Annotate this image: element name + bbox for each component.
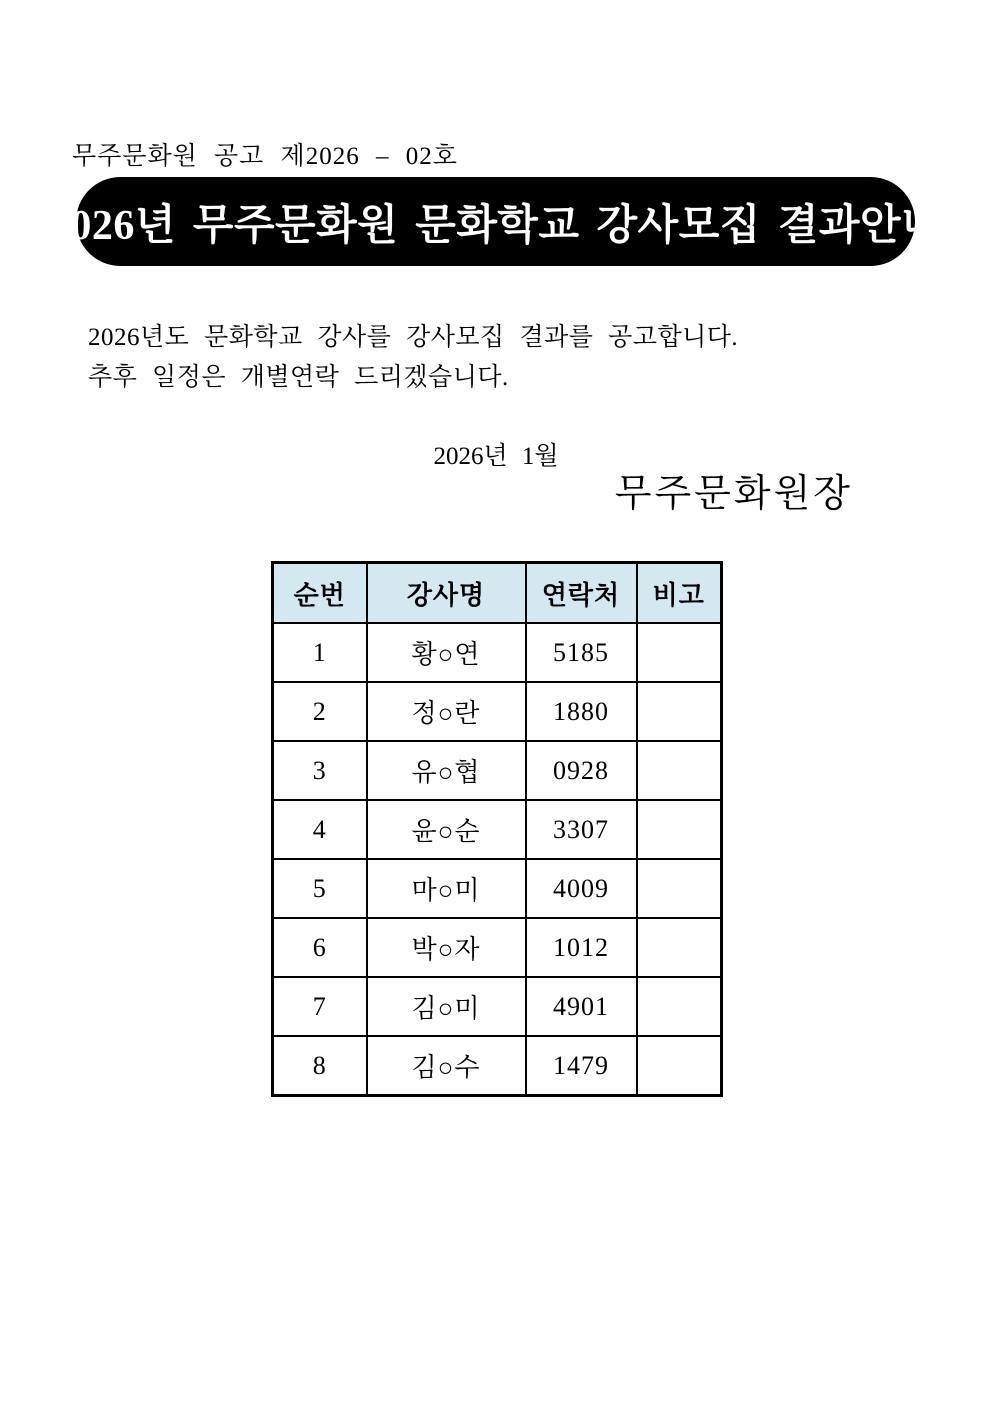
- contact-cell: 4901: [526, 977, 637, 1036]
- column-header: 비고: [637, 563, 722, 624]
- table-row: [273, 623, 722, 682]
- contact-cell: 0928: [526, 741, 637, 800]
- instructor-name-cell: 김○수: [367, 1036, 526, 1096]
- row-number-cell: 2: [273, 682, 367, 741]
- row-number-cell: 6: [273, 918, 367, 977]
- note-cell: [637, 800, 722, 859]
- instructor-name-cell: 정○란: [367, 682, 526, 741]
- column-header: 순번: [273, 563, 367, 624]
- contact-cell: 4009: [526, 859, 637, 918]
- table-row: [273, 800, 722, 859]
- notice-number: 무주문화원 공고 제2026 – 02호: [72, 143, 458, 170]
- contact-cell: 5185: [526, 623, 637, 682]
- row-number-cell: 5: [273, 859, 367, 918]
- column-header: 연락처: [526, 563, 637, 624]
- row-number-cell: 1: [273, 623, 367, 682]
- instructor-name-cell: 박○자: [367, 918, 526, 977]
- page-title: 2026년 무주문화원 문화학교 강사모집 결과안내: [48, 202, 943, 249]
- note-cell: [637, 1036, 722, 1096]
- note-cell: [637, 741, 722, 800]
- note-cell: [637, 977, 722, 1036]
- instructor-name-cell: 유○협: [367, 741, 526, 800]
- note-cell: [637, 682, 722, 741]
- contact-cell: 1479: [526, 1036, 637, 1096]
- row-number-cell: 7: [273, 977, 367, 1036]
- signer-name: 무주문화원장: [614, 473, 853, 515]
- table-row: [273, 741, 722, 800]
- note-cell: [637, 623, 722, 682]
- table-header-row: [273, 563, 722, 624]
- row-number-cell: 8: [273, 1036, 367, 1096]
- row-number-cell: 3: [273, 741, 367, 800]
- body-line-1: 2026년도 문화학교 강사를 강사모집 결과를 공고합니다.: [88, 324, 739, 351]
- contact-cell: 3307: [526, 800, 637, 859]
- table-body: [273, 623, 722, 1096]
- instructor-name-cell: 황○연: [367, 623, 526, 682]
- announcement-body: [88, 318, 738, 398]
- instructor-name-cell: 마○미: [367, 859, 526, 918]
- contact-cell: 1880: [526, 682, 637, 741]
- table-row: [273, 977, 722, 1036]
- row-number-cell: 4: [273, 800, 367, 859]
- note-cell: [637, 918, 722, 977]
- instructor-name-cell: 윤○순: [367, 800, 526, 859]
- instructor-name-cell: 김○미: [367, 977, 526, 1036]
- column-header: 강사명: [367, 563, 526, 624]
- contact-cell: 1012: [526, 918, 637, 977]
- date-line: 2026년 1월: [433, 443, 559, 470]
- table-row: [273, 859, 722, 918]
- title-banner: [48, 177, 943, 266]
- table-row: [273, 1036, 722, 1096]
- table-row: [273, 918, 722, 977]
- results-table: [271, 561, 723, 1097]
- table-row: [273, 682, 722, 741]
- body-line-2: 추후 일정은 개별연락 드리겠습니다.: [88, 364, 509, 391]
- note-cell: [637, 859, 722, 918]
